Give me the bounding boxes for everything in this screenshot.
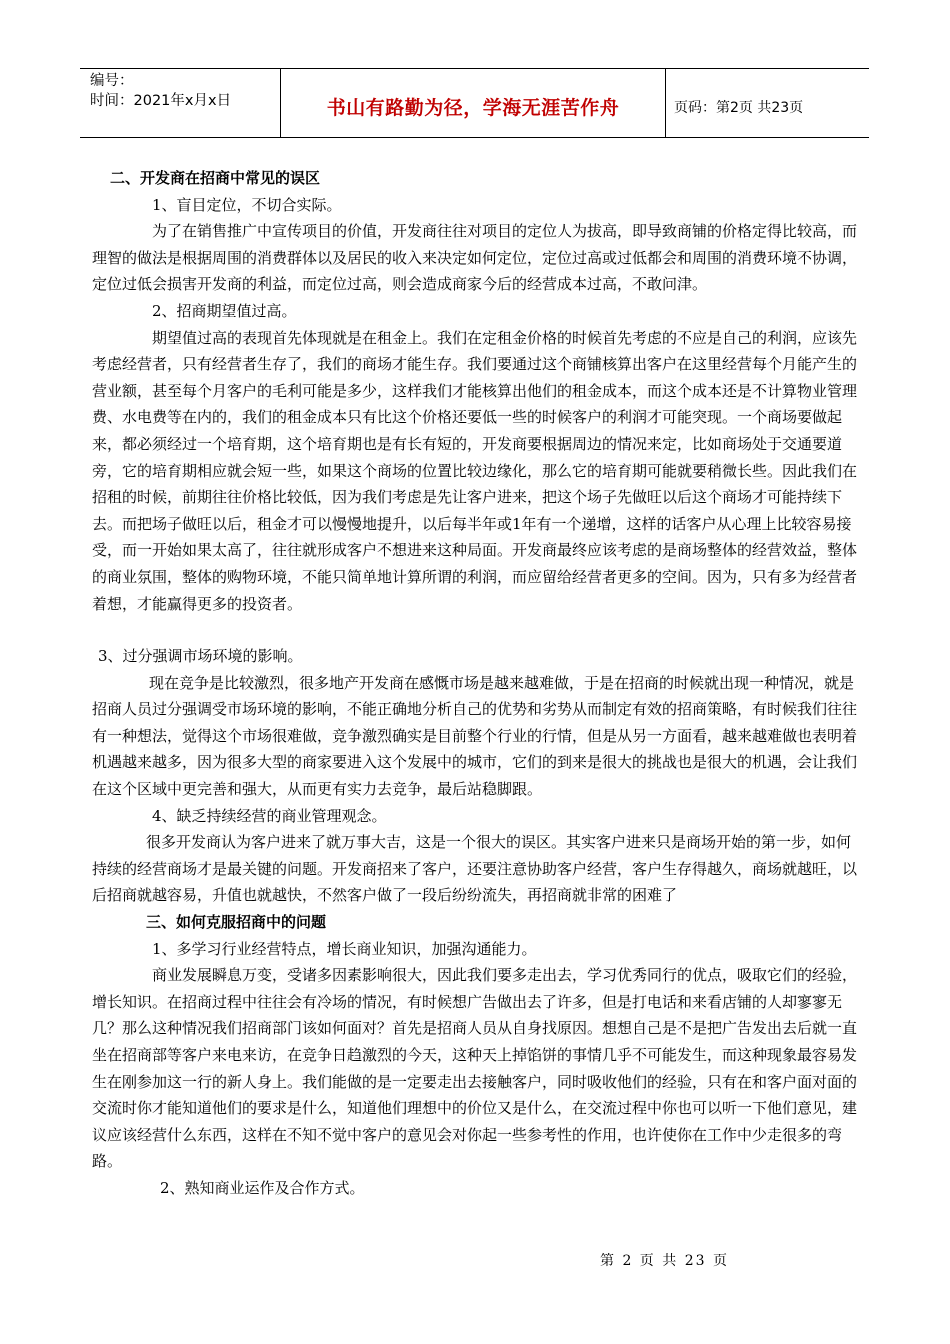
section-heading: 三、如何克服招商中的问题 (146, 913, 327, 932)
subheading: 4、缺乏持续经营的商业管理观念。 (152, 806, 387, 825)
subheading: 1、多学习行业经营特点，增长商业知识，加强沟通能力。 (152, 939, 537, 958)
paragraph: 很多开发商认为客户进来了就万事大吉，这是一个很大的误区。其实客户进来只是商场开始的第一步，如何持续的经营商场才是最关键的问题。开发商招来了客户，还要注意协助客户经营，客户生存得越久，商场就越旺，以后招商就越容易，升值也就越快，不然客户做了一段后纷纷流失，再招商就非常的困难了 (92, 833, 858, 905)
subheading: 3、过分强调市场环境的影响。 (98, 647, 303, 666)
motto: 书山有路勤为径，学海无涯苦作舟 (326, 96, 620, 119)
header-page-info-cell (666, 69, 869, 137)
spacer (92, 617, 862, 643)
header-meta (80, 69, 281, 137)
section-heading: 二、开发商在招商中常见的误区 (110, 169, 321, 187)
page-footer: 第 2 页 共 23 页 (600, 1253, 729, 1269)
serial-label: 编号： (90, 73, 134, 89)
paragraph: 商业发展瞬息万变，受诸多因素影响很大，因此我们要多走出去，学习优秀同行的优点，吸取它们的经验，增长知识。在招商过程中往往会有冷场的情况，有时候想广告做出去了许多，但是打电话和来看店铺的人却寥寥无几？那么这种情况我们招商部门该如何面对？首先是招商人员从自身找原因。想想自己是不是把广告发出去后就一直坐在招商部等客户来电来访，在竞争日趋激烈的今天，这种天上掉馅饼的事情几乎不可能发生，而这种现象最容易发生在刚参加这一行的新人身上。我们能做的是一定要走出去接触客户，同时吸收他们的经验，只有在和客户面对面的交流时你才能知道他们的要求是什么，知道他们理想中的价位又是什么，在交流过程中你也可以听一下他们意见，建议应该经营什么东西，这样在不知不觉中客户的意见会对你起一些参考性的作用，也许使你在工作中少走很多的弯路。 (92, 966, 858, 1171)
page-info: 页码：第2页 共23页 (674, 100, 804, 116)
subheading: 1、盲目定位，不切合实际。 (152, 195, 342, 214)
paragraph: 现在竞争是比较激烈，很多地产开发商在感慨市场是越来越难做，于是在招商的时候就出现一种情况，就是招商人员过分强调受市场环境的影响，不能正确地分析自己的优势和劣势从而制定有效的招商策略，有时候我们往往有一种想法，觉得这个市场很难做，竞争激烈确实是目前整个行业的行情，但是从另一方面看，越来越难做也表明着机遇越来越多，因为很多大型的商家要进入这个发展中的城市，它们的到来是很大的挑战也是很大的机遇，会让我们在这个区域中更完善和强大，从而更有实力去竞争，最后站稳脚跟。 (92, 673, 858, 799)
subheading: 2、熟知商业运作及合作方式。 (160, 1178, 365, 1197)
page-header (80, 68, 869, 138)
subheading: 2、招商期望值过高。 (152, 301, 297, 320)
paragraph: 期望值过高的表现首先体现就是在租金上。我们在定租金价格的时候首先考虑的不应是自己的利润，应该先考虑经营者，只有经营者生存了，我们的商场才能生存。我们要通过这个商铺核算出客户在这里经营每个月能产生的营业额，甚至每个月客户的毛利可能是多少，这样我们才能核算出他们的租金成本，而这个成本还是不计算物业管理费、水电费等在内的，我们的租金成本只有比这个价格还要低一些的时候客户的利润才可能突现。一个商场要做起来，都必须经过一个培育期，这个培育期也是有长有短的，开发商要根据周边的情况来定，比如商场处于交通要道旁，它的培育期相应就会短一些，如果这个商场的位置比较边缘化，那么它的培育期可能就要稍微长些。因此我们在招租的时候，前期往往价格比较低，因为我们考虑是先让客户进来，把这个场子先做旺以后这个商场才可能持续下去。而把场子做旺以后，租金才可以慢慢地提升，以后每半年或1年有一个递增，这样的话客户从心理上比较容易接受，而一开始如果太高了，往往就形成客户不想进来这种局面。开发商最终应该考虑的是商场整体的经营效益，整体的商业氛围，整体的购物环境，不能只简单地计算所谓的利润，而应留给经营者更多的空间。因为，只有多为经营者着想，才能赢得更多的投资者。 (92, 328, 858, 613)
header-motto-cell (281, 69, 666, 137)
document-body (92, 165, 862, 1202)
date-label: 时间：2021年x月x日 (90, 93, 232, 109)
paragraph: 为了在销售推广中宣传项目的价值，开发商往往对项目的定位人为拔高，即导致商铺的价格定得比较高，而理智的做法是根据周围的消费群体以及居民的收入来决定如何定位，定位过高或过低都会和周围的消费环境不协调，定位过低会损害开发商的利益，而定位过高，则会造成商家今后的经营成本过高，不敢问津。 (92, 222, 858, 294)
